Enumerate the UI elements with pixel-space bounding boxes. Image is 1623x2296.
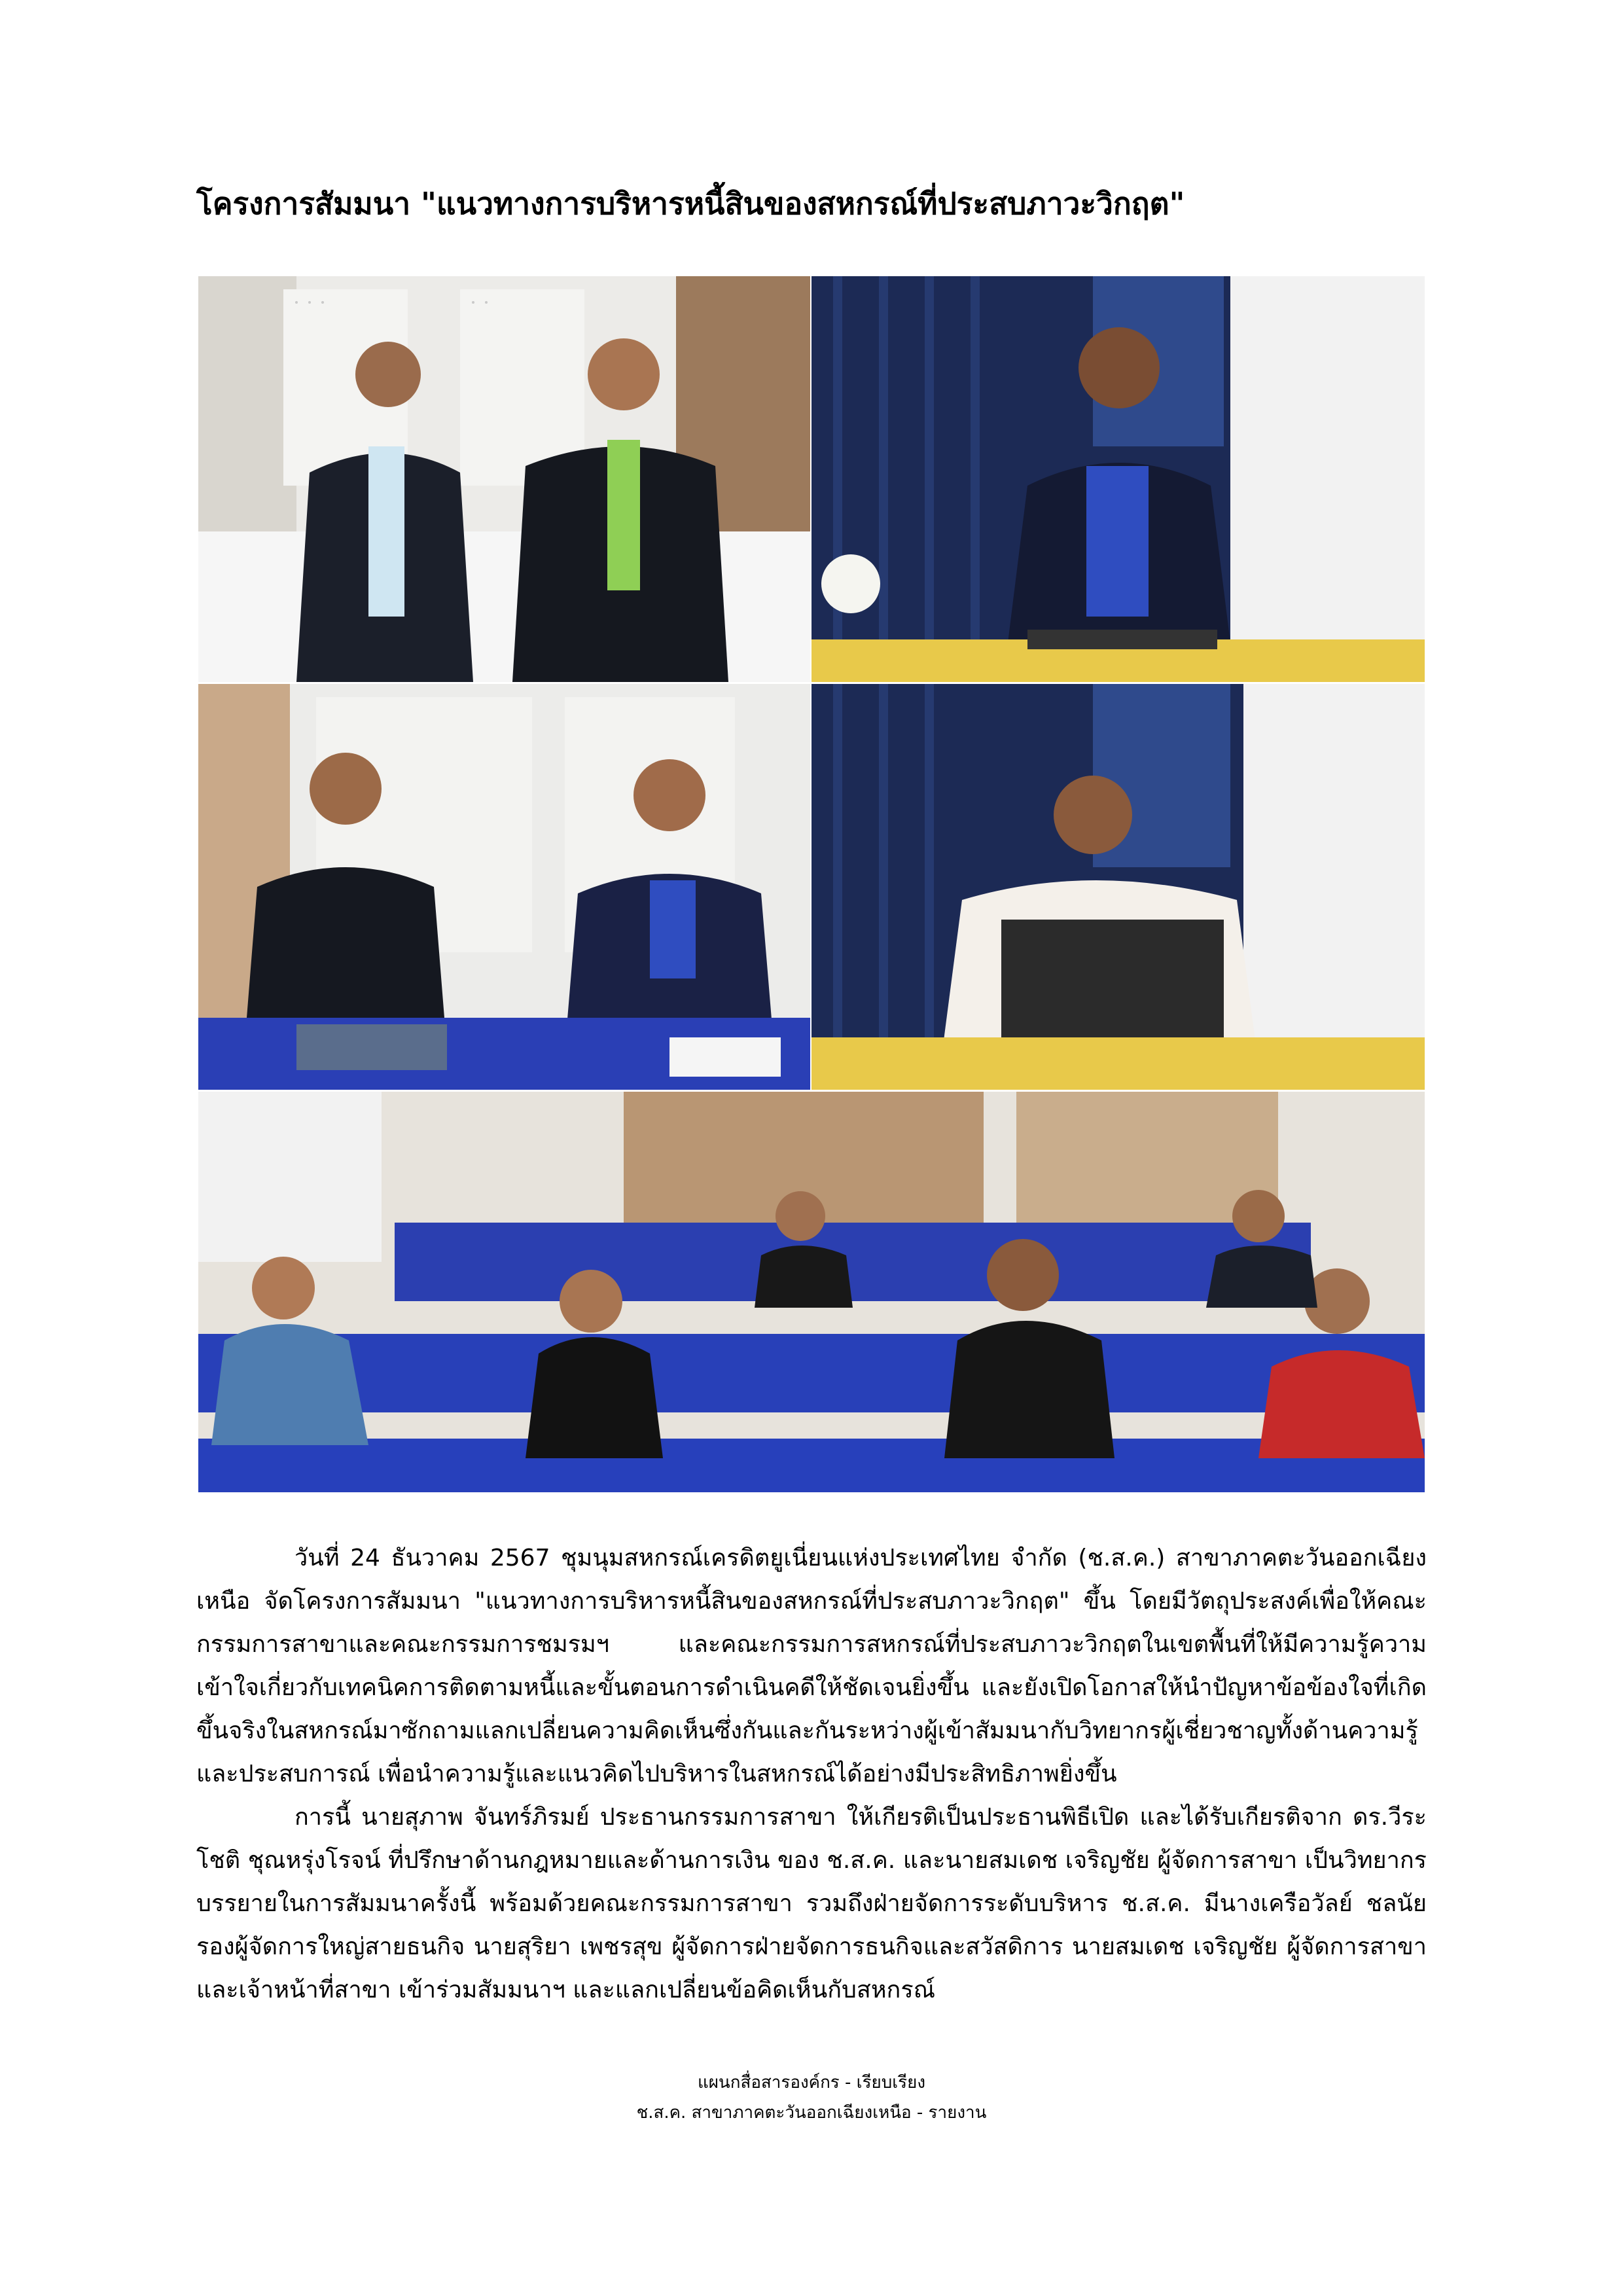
photo-seminar-attendees bbox=[198, 1092, 1425, 1492]
photo-speaker-woman bbox=[812, 276, 1425, 682]
photo-two-executives bbox=[198, 276, 810, 682]
article-body bbox=[196, 1537, 1427, 2012]
footer-credit-reporter: ช.ส.ค. สาขาภาคตะวันออกเฉียงเหนือ - รายงาน bbox=[636, 2103, 987, 2123]
page-title: โครงการสัมมนา "แนวทางการบริหารหนี้สินของสหกรณ์ที่ประสบภาวะวิกฤต" bbox=[196, 186, 1185, 221]
paragraph-1: วันที่ 24 ธันวาคม 2567 ชุมนุมสหกรณ์เครดิตยูเนี่ยนแห่งประเทศไทย จำกัด (ช.ส.ค.) สาขาภาคตะวันออกเฉียงเหนือ จัดโครงการสัมมนา "แนวทางการบริหารหนี้สินของสหกรณ์ที่ประสบภาวะวิกฤต" ขึ้น โดยมีวัตถุประสงค์เพื่อให้คณะกรรมการสาขาและคณะกรรมการชมรมฯ และคณะกรรมการสหกรณ์ที่ประสบภาวะวิกฤตในเขตพื้นที่ให้มีความรู้ความเข้าใจเกี่ยวกับเทคนิคการติดตามหนี้และขั้นตอนการดำเนินคดีให้ชัดเจนยิ่งขึ้น และยังเปิดโอกาสให้นำปัญหาข้อข้องใจที่เกิดขึ้นจริงในสหกรณ์มาซักถามแลกเปลี่ยนความคิดเห็นซึ่งกันและกันระหว่างผู้เข้าสัมมนากับวิทยากรผู้เชี่ยวชาญทั้งด้านความรู้และประสบการณ์ เพื่อนำความรู้และแนวคิดไปบริหารในสหกรณ์ได้อย่างมีประสิทธิภาพยิ่งขึ้น bbox=[196, 1545, 1427, 1787]
paragraph-2: การนี้ นายสุภาพ จันทร์ภิรมย์ ประธานกรรมการสาขา ให้เกียรติเป็นประธานพิธีเปิด และได้รับเกียรติจาก ดร.วีระโชติ ชุณหรุ่งโรจน์ ที่ปรึกษาด้านกฎหมายและด้านการเงิน ของ ช.ส.ค. และนายสมเดช เจริญชัย ผู้จัดการสาขา เป็นวิทยากรบรรยายในการสัมมนาครั้งนี้ พร้อมด้วยคณะกรรมการสาขา รวมถึงฝ่ายจัดการระดับบริหาร ช.ส.ค. มีนางเครือวัลย์ ชลนัย รองผู้จัดการใหญ่สายธนกิจ นายสุริยา เพชรสุข ผู้จัดการฝ่ายจัดการธนกิจและสวัสดิการ นายสมเดช เจริญชัย ผู้จัดการสาขา และเจ้าหน้าที่สาขา เข้าร่วมสัมมนาฯ และแลกเปลี่ยนข้อคิดเห็นกับสหกรณ์ bbox=[196, 1804, 1427, 2003]
photo-executive-and-speaker bbox=[198, 684, 810, 1090]
footer-credit-editor: แผนกสื่อสารองค์กร - เรียบเรียง bbox=[697, 2073, 926, 2092]
photo-manager-speaking bbox=[812, 684, 1425, 1090]
